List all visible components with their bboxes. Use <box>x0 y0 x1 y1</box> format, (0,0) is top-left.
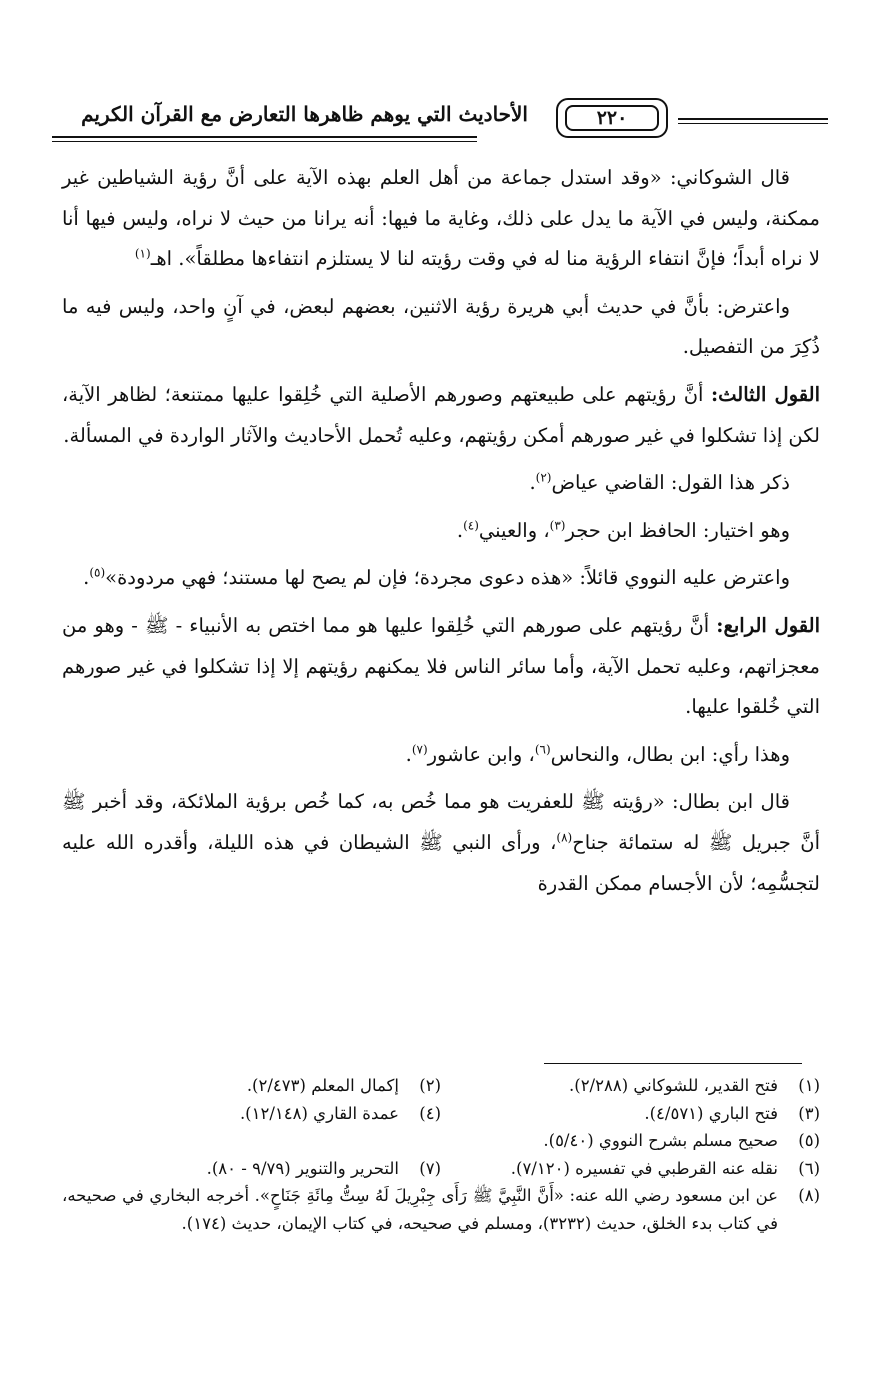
paragraph-nawawi-objection <box>62 558 820 599</box>
footnote-text: عمدة القاري (١٢/١٤٨). <box>239 1103 399 1123</box>
opinion-holders-text: وهذا رأي: ابن بطال، والنحاس <box>550 742 790 766</box>
header-title: الأحاديث التي يوهم ظاهرها التعارض مع القرآن الكريم <box>81 102 528 126</box>
paragraph-chosen-by <box>62 511 820 552</box>
paragraph-third-opinion <box>62 375 820 456</box>
paragraph-ibn-battal-quote <box>62 782 820 904</box>
footnote-5 <box>543 1127 820 1155</box>
footnote-row <box>62 1155 820 1183</box>
body-text <box>62 158 820 911</box>
third-opinion-text: أنَّ رؤيتهم على طبيعتهم وصورهم الأصلية التي خُلِقوا عليها ممتنعة؛ لظاهر الآية، لكن إذا تشكلوا في غير صورهم أمكن رؤيتهم، وعليه تُحمل الأحاديث والآثار الواردة في المسألة. <box>62 382 820 447</box>
footnote-number: (١) <box>798 1076 820 1095</box>
header-rule-left-under <box>52 141 477 142</box>
footnote-ref-4: (٤) <box>463 518 479 533</box>
footnote-number: (٣) <box>798 1103 820 1123</box>
footnote-number: (٥) <box>798 1131 820 1150</box>
nawawi-objection-text: واعترض عليه النووي قائلاً: «هذه دعوى مجردة؛ فإن لم يصح لها مستند؛ فهي مردودة» <box>105 566 790 590</box>
punct: . <box>456 518 464 542</box>
ibn-battal-text: قال ابن بطال: «رؤيته ﷺ للعفريت هو مما خُص به، كما خُص برؤية الملائكة، وقد أخبر ﷺ أنَّ جبريل ﷺ له ستمائة جناح <box>62 790 820 854</box>
paragraph-shawkani-quote <box>62 158 820 280</box>
footnote-2 <box>62 1072 441 1100</box>
footnote-ref-5: (٥) <box>89 565 106 580</box>
footnote-ref-2: (٢) <box>535 470 552 485</box>
footnote-number: (٤) <box>419 1103 441 1123</box>
footnote-text: نقله عنه القرطبي في تفسيره (٧/١٢٠). <box>510 1158 778 1178</box>
footnote-number: (٦) <box>798 1158 820 1178</box>
footnote-text: صحيح مسلم بشرح النووي (٥/٤٠). <box>543 1131 778 1150</box>
footnote-text: التحرير والتنوير (٩/٧٩ - ٨٠). <box>206 1158 399 1178</box>
chosen-by-text-2: ، والعيني <box>478 518 550 542</box>
punct: . <box>83 566 90 590</box>
footnote-3 <box>441 1100 820 1128</box>
paragraph-opinion-holders <box>62 735 820 776</box>
footnote-row <box>62 1127 820 1155</box>
paragraph-fourth-opinion <box>62 606 820 728</box>
third-opinion-heading: القول الثالث: <box>710 382 820 406</box>
footnote-text: إكمال المعلم (٢/٤٧٣). <box>246 1076 399 1095</box>
header-rule-right <box>678 118 828 120</box>
chosen-by-text: وهو اختيار: الحافظ ابن حجر <box>565 518 790 542</box>
footnote-text: فتح الباري (٤/٥٧١). <box>644 1103 778 1123</box>
footnote-7 <box>62 1155 441 1183</box>
footnote-6 <box>441 1155 820 1183</box>
fourth-opinion-heading: القول الرابع: <box>716 613 820 637</box>
ibn-battal-text-2: ، ورأى النبي ﷺ الشيطان في هذه الليلة، وأقدره الله عليه لتجسُّمِه؛ لأن الأجسام ممكن القدرة <box>62 830 820 895</box>
footnote-4 <box>62 1100 441 1128</box>
page-number: ٢٢٠ <box>565 105 659 131</box>
quote-text: قال الشوكاني: «وقد استدل جماعة من أهل العلم بهذه الآية على أنَّ رؤية الشياطين غير ممكنة، وليس في الآية ما يدل على ذلك، وغاية ما فيها: أنه يرانا من حيث لا نراه، وليس فيها أنا لا نراه أبداً؛ فإنَّ انتفاء الرؤية منا له في وقت رؤيته لنا لا يستلزم انتفاءها مطلقاً». اهـ <box>62 166 820 271</box>
paragraph-objection-1: واعترض: بأنَّ في حديث أبي هريرة رؤية الاثنين، بعضهم لبعض، في آنٍ واحد، وليس فيه ما ذُكِرَ من التفصيل. <box>62 294 820 359</box>
footnote-number: (٧) <box>419 1158 441 1178</box>
footnote-separator <box>544 1063 802 1064</box>
footnote-number: (٨) <box>798 1186 820 1205</box>
footnote-text: عن ابن مسعود رضي الله عنه: «أَنَّ النَّبِيَّ ﷺ رَأَى جِبْرِيلَ لَهُ سِتُّ مِائَةِ جَنَاحٍ». أخرجه البخاري في صحيحه، في كتاب بدء الخلق، حديث (٣٢٣٢)، ومسلم في صحيحه، في كتاب الإيمان، حديث (١٧٤). <box>62 1186 778 1233</box>
punct: . <box>405 742 412 766</box>
footnote-1 <box>441 1072 820 1100</box>
footnote-text: فتح القدير، للشوكاني (٢/٢٨٨). <box>569 1076 778 1095</box>
footnote-ref-3: (٣) <box>549 518 566 533</box>
footnote-ref-1: (١) <box>134 246 151 261</box>
footnote-row <box>62 1100 820 1128</box>
footnote-8 <box>62 1182 820 1237</box>
paragraph-mentioned-by <box>62 463 820 504</box>
footnote-row <box>62 1182 820 1237</box>
footnotes <box>62 1072 820 1237</box>
footnote-number: (٢) <box>419 1076 441 1095</box>
footnote-ref-7: (٧) <box>411 742 428 757</box>
running-header <box>52 100 828 148</box>
header-rule-right-under <box>678 123 828 124</box>
opinion-holders-text-2: ، وابن عاشور <box>427 742 535 766</box>
page-number-frame <box>556 98 668 138</box>
fourth-opinion-text: أنَّ رؤيتهم على صورهم التي خُلِقوا عليها هو مما اختص به الأنبياء - ﷺ - وهو من معجزاتهم، وعليه تحمل الآية، وأما سائر الناس فلا يمكنهم رؤيتهم إلا إذا تشكلوا في غير صورهم التي خُلقوا عليها. <box>62 613 820 719</box>
punct: . <box>529 471 536 495</box>
footnote-ref-8: (٨) <box>556 830 573 845</box>
header-rule-left <box>52 136 477 138</box>
footnote-row <box>62 1072 820 1100</box>
footnote-ref-6: (٦) <box>534 742 551 757</box>
mentioned-by-text: ذكر هذا القول: القاضي عياض <box>551 471 790 495</box>
